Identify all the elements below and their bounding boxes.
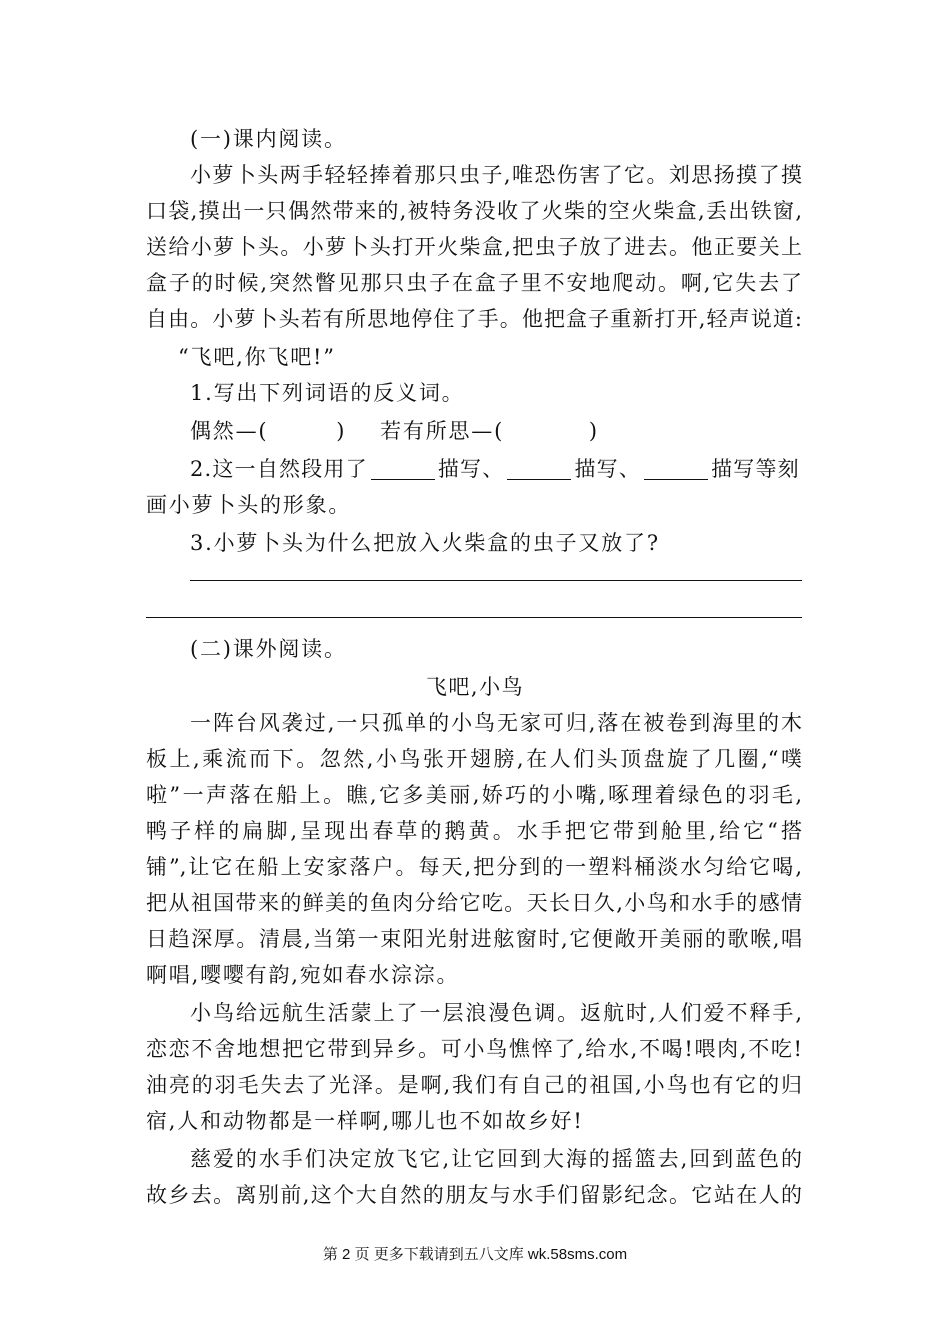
section2-line-5: 铺”,让它在船上安家落户。每天,把分到的一塑料桶淡水匀给它喝, <box>146 855 802 879</box>
section2-line-4: 鸭子样的扁脚,呈现出春草的鹅黄。水手把它带到舱里,给它“搭 <box>146 819 802 843</box>
section1-line-4: 盒子的时候,突然瞥见那只虫子在盒子里不安地爬动。啊,它失去了 <box>146 271 802 295</box>
section2-line-12: 宿,人和动物都是一样啊,哪儿也不如故乡好! <box>146 1109 584 1133</box>
section2-line-10: 恋恋不舍地想把它带到异乡。可小鸟憔悴了,给水,不喝!喂肉,不吃! <box>146 1037 802 1061</box>
answer-line[interactable] <box>146 617 802 618</box>
section2-line-13: 慈爱的水手们决定放飞它,让它回到大海的摇篮去,回到蓝色的 <box>190 1147 802 1171</box>
answer-blank[interactable] <box>644 457 708 480</box>
section2-line-1: 一阵台风袭过,一只孤单的小鸟无家可归,落在被卷到海里的木 <box>190 711 802 735</box>
question-2-part-1: 2.这一自然段用了 <box>190 457 368 481</box>
section2-line-7: 日趋深厚。清晨,当第一束阳光射进舷窗时,它便敞开美丽的歌喉,唱 <box>146 927 802 951</box>
question-1: 1.写出下列词语的反义词。 <box>190 381 465 405</box>
section1-heading: (一)课内阅读。 <box>190 127 347 151</box>
section2-line-8: 啊唱,嘤嘤有韵,宛如春水淙淙。 <box>146 963 460 987</box>
section1-line-3: 送给小萝卜头。小萝卜头打开火柴盒,把虫子放了进去。他正要关上 <box>146 235 802 259</box>
section1-line-5: 自由。小萝卜头若有所思地停住了手。他把盒子重新打开,轻声说道: <box>146 307 802 331</box>
section2-line-11: 油亮的羽毛失去了光泽。是啊,我们有自己的祖国,小鸟也有它的归 <box>146 1073 802 1097</box>
section1-quote: “飞吧,你飞吧!” <box>178 345 336 369</box>
answer-line[interactable] <box>190 580 802 581</box>
question-3: 3.小萝卜头为什么把放入火柴盒的虫子又放了? <box>190 531 660 555</box>
question-2-part-3: 描写、 <box>574 457 642 481</box>
question-2-part-2: 描写、 <box>437 457 505 481</box>
answer-blank[interactable] <box>371 457 435 480</box>
section2-heading: (二)课外阅读。 <box>190 637 347 661</box>
page-footer: 第 2 页 更多下载请到五八文库 wk.58sms.com <box>322 1246 628 1263</box>
section1-line-1: 小萝卜头两手轻轻捧着那只虫子,唯恐伤害了它。刘思扬摸了摸 <box>190 163 802 187</box>
passage-title: 飞吧,小鸟 <box>425 675 525 699</box>
section2-line-2: 板上,乘流而下。忽然,小鸟张开翅膀,在人们头顶盘旋了几圈,“噗 <box>146 747 802 771</box>
question-1-items: 偶然—( ) 若有所思—( ) <box>190 419 599 443</box>
section2-line-9: 小鸟给远航生活蒙上了一层浪漫色调。返航时,人们爱不释手, <box>190 1001 802 1025</box>
section1-line-2: 口袋,摸出一只偶然带来的,被特务没收了火柴的空火柴盒,丢出铁窗, <box>146 199 802 223</box>
section2-line-3: 啦”一声落在船上。瞧,它多美丽,娇巧的小嘴,啄理着绿色的羽毛, <box>146 783 802 807</box>
question-2 <box>190 454 800 484</box>
question-2-part-4: 描写等刻 <box>711 457 800 481</box>
section2-line-6: 把从祖国带来的鲜美的鱼肉分给它吃。天长日久,小鸟和水手的感情 <box>146 891 802 915</box>
section2-line-14: 故乡去。离别前,这个大自然的朋友与水手们留影纪念。它站在人的 <box>146 1183 802 1207</box>
question-2-continuation: 画小萝卜头的形象。 <box>146 493 352 517</box>
answer-blank[interactable] <box>507 457 571 480</box>
